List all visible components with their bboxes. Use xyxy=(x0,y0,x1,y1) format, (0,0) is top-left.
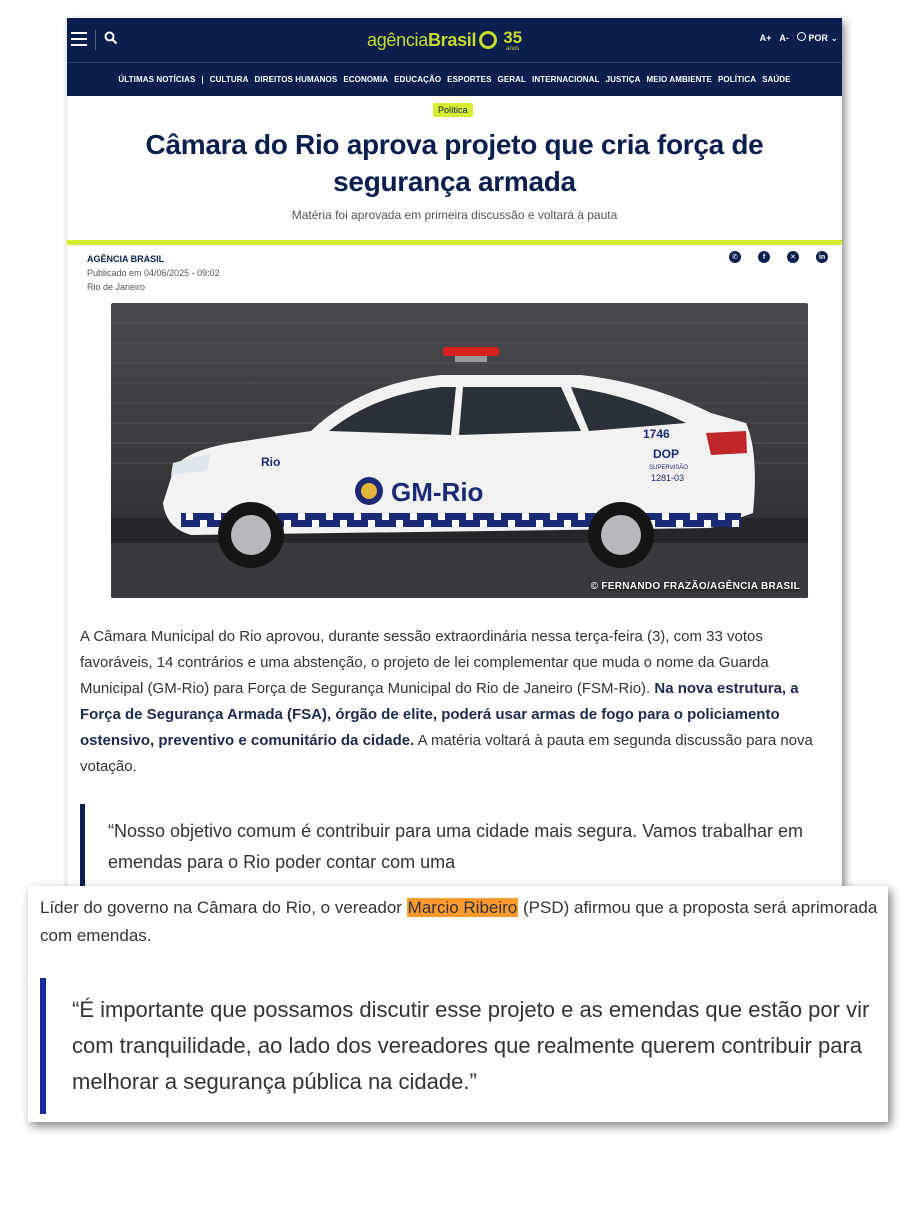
article-subtitle: Matéria foi aprovada em primeira discussão e voltará à pauta xyxy=(291,208,618,222)
share-bar xyxy=(729,251,828,263)
author[interactable]: AGÊNCIA BRASIL xyxy=(87,254,165,264)
whatsapp-icon[interactable]: ✆ xyxy=(729,251,741,263)
accent-divider xyxy=(67,240,842,245)
font-decrease-button[interactable]: A- xyxy=(779,33,789,43)
font-increase-button[interactable]: A+ xyxy=(759,33,772,43)
logo-ring-icon xyxy=(479,31,497,49)
anniversary-badge: 35 anos xyxy=(503,27,523,52)
search-icon[interactable] xyxy=(104,31,118,45)
photo-credit: © FERNANDO FRAZÃO/AGÊNCIA BRASIL xyxy=(590,581,800,592)
facebook-icon[interactable]: f xyxy=(758,251,770,263)
byline xyxy=(87,252,220,294)
language-selector[interactable]: POR ⌄ xyxy=(797,32,838,44)
police-car-image xyxy=(111,303,808,598)
excerpt-quote-text: “É importante que possamos discutir esse projeto e as emendas que estão por vir com tranquilidade, ao lado dos vereadores que realmente querem contribuir para melhorar a segurança pública na cidade.” xyxy=(72,997,870,1094)
site-logo[interactable]: agência Brasil 35 anos xyxy=(367,27,523,52)
car-number-text: 1746 xyxy=(643,427,670,441)
top-bar xyxy=(67,18,842,62)
nav-list xyxy=(67,75,842,84)
linkedin-icon[interactable]: in xyxy=(816,251,828,263)
nav-item[interactable]: EDUCAÇÃO xyxy=(394,75,442,84)
nav-item[interactable]: CULTURA xyxy=(209,75,249,84)
header-tools xyxy=(760,32,838,44)
x-icon[interactable]: ✕ xyxy=(787,251,799,263)
nav-item[interactable]: JUSTIÇA xyxy=(605,75,641,84)
divider xyxy=(95,30,96,50)
article-headline: Câmara do Rio aprova projeto que cria força de segurança armada xyxy=(145,129,764,197)
blockquote xyxy=(80,804,830,888)
globe-icon xyxy=(797,32,806,41)
nav-item[interactable]: DIREITOS HUMANOS xyxy=(254,75,338,84)
quote-text: “Nosso objetivo comum é contribuir para uma cidade mais segura. Vamos trabalhar em emendas para o Rio poder contar com uma xyxy=(108,821,803,872)
nav-separator: | xyxy=(201,75,204,84)
quote-bar xyxy=(40,978,46,1114)
nav-item[interactable]: ESPORTES xyxy=(447,75,492,84)
excerpt-blockquote xyxy=(40,978,880,1114)
article-paragraph: A Câmara Municipal do Rio aprovou, durante sessão extraordinária nessa terça-feira (3), com 33 votos favoráveis, 14 contrários e uma abstenção, o projeto de lei complementar que muda o nome da Guarda Municipal (GM-Rio) para Força de Segurança Municipal do Rio de Janeiro (FSM-Rio). Na nova estrutura, a Força de Segurança Armada (FSA), órgão de elite, poderá usar armas de fogo para o policiamento ostensivo, preventivo e comunitário da cidade. A matéria voltará à pauta em segunda discussão para nova votação. xyxy=(80,628,813,775)
nav-item[interactable]: POLÍTICA xyxy=(717,75,757,84)
category-tag[interactable]: Política xyxy=(433,103,473,117)
nav-item[interactable]: ECONOMIA xyxy=(343,75,389,84)
car-code-text: 1281-03 xyxy=(651,473,685,483)
menu-icon[interactable] xyxy=(71,32,87,46)
quote-bar xyxy=(80,804,85,888)
nav-item[interactable]: INTERNACIONAL xyxy=(532,75,600,84)
nav-item[interactable]: GERAL xyxy=(497,75,527,84)
article-page xyxy=(67,18,842,888)
car-dop-text: DOP xyxy=(653,447,680,461)
publish-date: Publicado em 04/06/2025 - 09:02 xyxy=(87,268,220,278)
location: Rio de Janeiro xyxy=(87,282,146,292)
car-brand-text: GM-Rio xyxy=(391,477,484,507)
category-nav xyxy=(67,62,842,96)
excerpt-paragraph: Líder do governo na Câmara do Rio, o vereador Marcio Ribeiro (PSD) afirmou que a proposta será aprimorada com emendas. xyxy=(40,898,878,945)
zoomed-excerpt xyxy=(28,886,888,1122)
nav-item[interactable]: MEIO AMBIENTE xyxy=(646,75,712,84)
nav-item[interactable]: ÚLTIMAS NOTÍCIAS xyxy=(118,75,196,84)
car-rio-text: Rio xyxy=(261,455,281,469)
highlighted-name[interactable]: Marcio Ribeiro xyxy=(407,898,518,917)
chevron-down-icon: ⌄ xyxy=(830,33,838,43)
car-supervisao-text: SUPERVISÃO xyxy=(649,465,688,471)
nav-item[interactable]: SAÚDE xyxy=(762,75,791,84)
article-photo xyxy=(111,303,808,598)
